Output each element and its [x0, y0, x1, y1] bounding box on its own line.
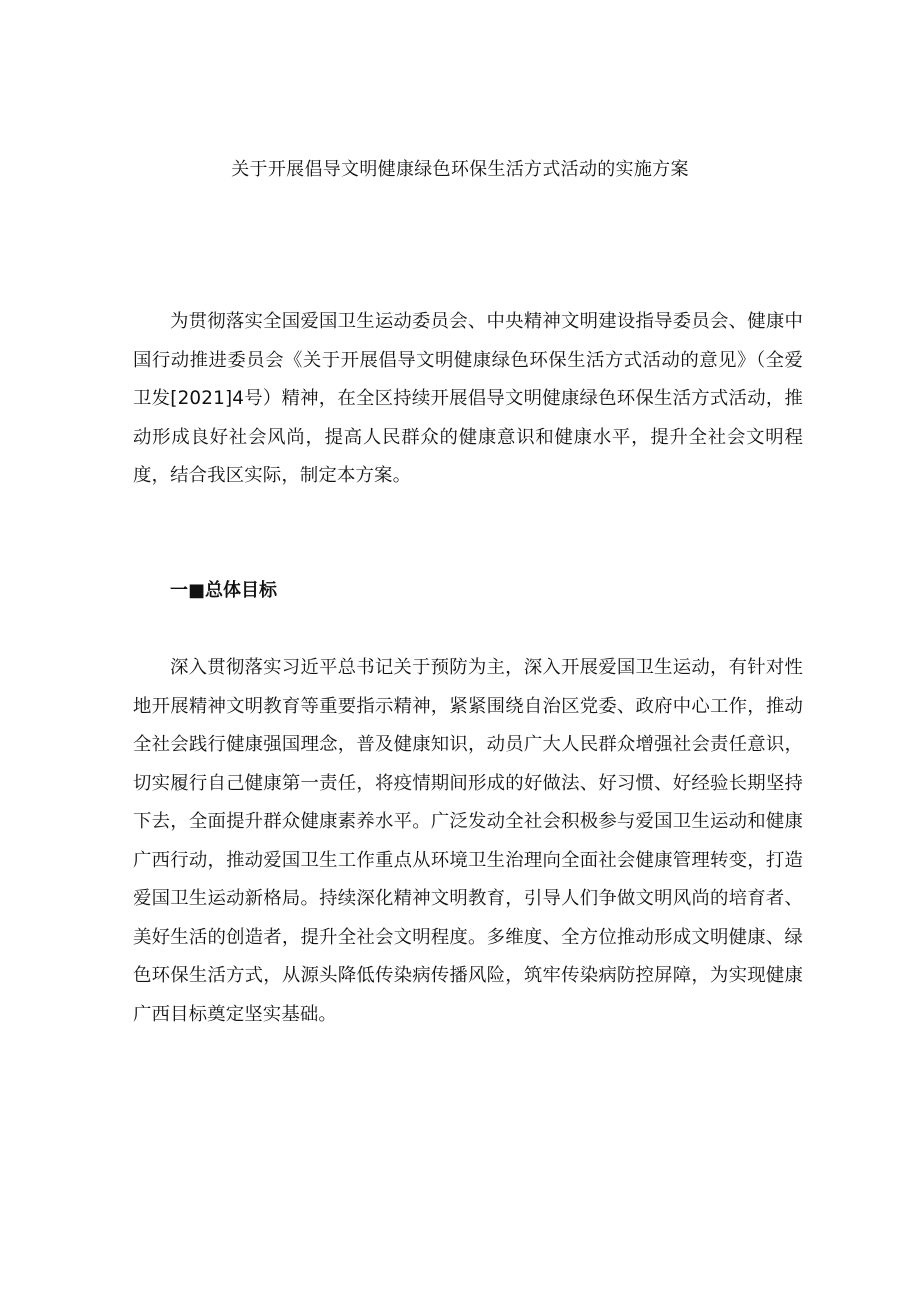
section-heading-overall-goals: 一■总体目标	[170, 580, 278, 601]
section-paragraph-overall-goals: 深入贯彻落实习近平总书记关于预防为主，深入开展爱国卫生运动，有针对性地开展精神文明教育等重要指示精神，紧紧围绕自治区党委、政府中心工作，推动全社会践行健康强国理念，普及健康知识，动员广大人民群众增强社会责任意识，切实履行自己健康第一责任，将疫情期间形成的好做法、好习惯、好经验长期坚持下去，全面提升群众健康素养水平。广泛发动全社会积极参与爱国卫生运动和健康广西行动，推动爱国卫生工作重点从环境卫生治理向全面社会健康管理转变，打造爱国卫生运动新格局。持续深化精神文明教育，引导人们争做文明风尚的培育者、美好生活的创造者，提升全社会文明程度。多维度、全方位推动形成文明健康、绿色环保生活方式，从源头降低传染病传播风险，筑牢传染病防控屏障，为实现健康广西目标奠定坚实基础。	[133, 657, 803, 1025]
intro-paragraph: 为贯彻落实全国爱国卫生运动委员会、中央精神文明建设指导委员会、健康中国行动推进委员会《关于开展倡导文明健康绿色环保生活方式活动的意见》（全爱卫发[2021]4号）精神，在全区持续开展倡导文明健康绿色环保生活方式活动，推动形成良好社会风尚，提高人民群众的健康意识和健康水平，提升全社会文明程度，结合我区实际，制定本方案。	[133, 311, 803, 486]
document-title: 关于开展倡导文明健康绿色环保生活方式活动的实施方案	[231, 159, 689, 180]
